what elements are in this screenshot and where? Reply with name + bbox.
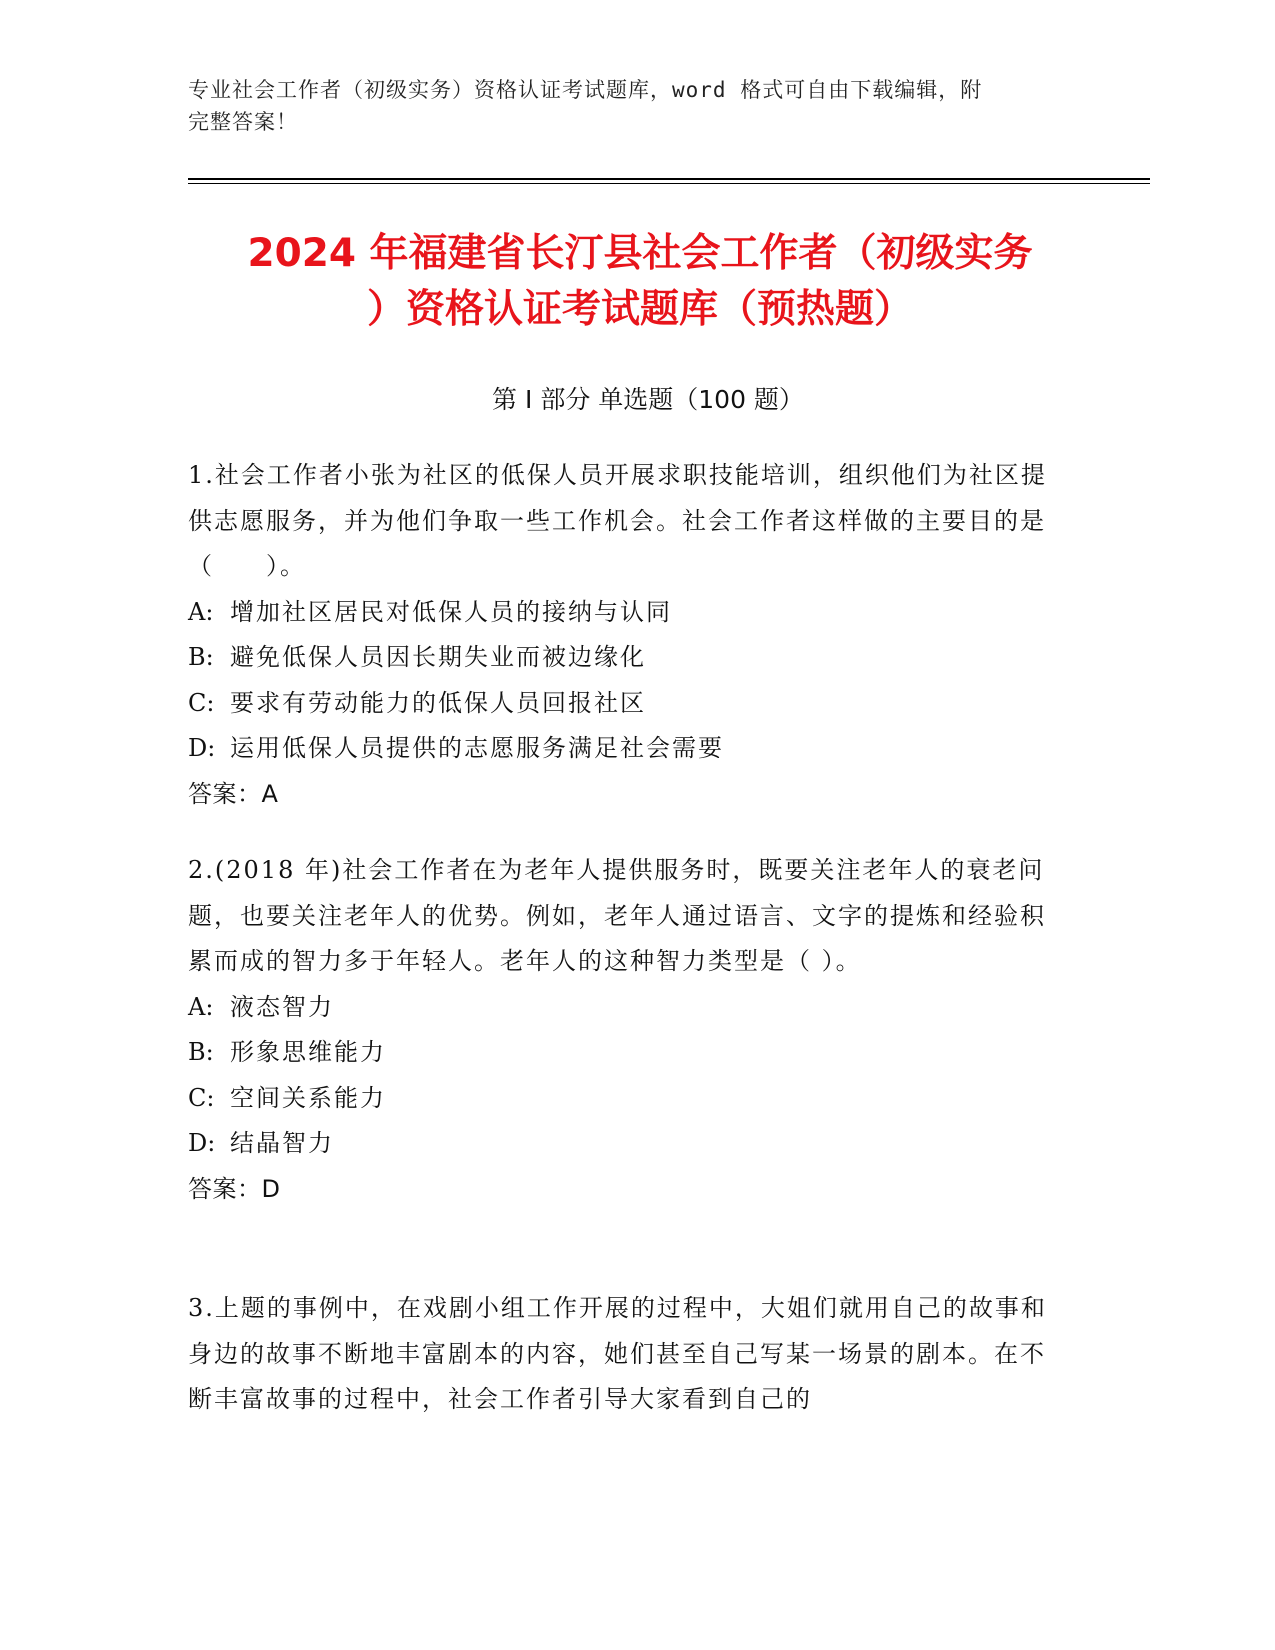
option-text: 运用低保人员提供的志愿服务满足社会需要	[230, 734, 724, 762]
question-1	[188, 453, 1068, 817]
header-rule-thin	[188, 183, 1150, 184]
question-text: 2.(2018 年)社会工作者在为老年人提供服务时，既要关注老年人的衰老问题，也要关注老年人的优势。例如，老年人通过语言、文字的提炼和经验积累而成的智力多于年轻人。老年人的这种智力类型是（ ）。	[188, 856, 1046, 975]
option-b	[188, 635, 1068, 681]
question-text: 3.上题的事例中，在戏剧小组工作开展的过程中，大姐们就用自己的故事和身边的故事不断地丰富剧本的内容，她们甚至自己写某一场景的剧本。在不断丰富故事的过程中，社会工作者引导大家看到自己的	[188, 1294, 1047, 1413]
option-b	[188, 1030, 1068, 1076]
option-key: B:	[188, 1038, 214, 1066]
option-d	[188, 1121, 1068, 1167]
option-text: 空间关系能力	[230, 1083, 386, 1112]
option-key: D:	[188, 734, 216, 762]
option-text: 液态智力	[230, 992, 334, 1021]
option-key: D:	[188, 1129, 216, 1157]
answer: 答案：D	[188, 1174, 281, 1203]
document-title	[180, 226, 1100, 338]
header-rule-thick	[188, 178, 1150, 180]
option-text: 要求有劳动能力的低保人员回报社区	[230, 688, 646, 717]
option-a	[188, 590, 1068, 636]
answer: 答案：A	[188, 779, 279, 808]
question-2	[188, 848, 1068, 1212]
option-text: 形象思维能力	[230, 1038, 386, 1066]
option-d	[188, 726, 1068, 772]
question-text: 1.社会工作者小张为社区的低保人员开展求职技能培训，组织他们为社区提供志愿服务，并为他们争取一些工作机会。社会工作者这样做的主要目的是（ ）。	[188, 461, 1047, 580]
option-key: A:	[188, 992, 214, 1021]
header-note	[188, 74, 1068, 138]
header-note-line-1: 专业社会工作者（初级实务）资格认证考试题库，word 格式可自由下载编辑，附	[188, 78, 983, 102]
option-text: 避免低保人员因长期失业而被边缘化	[230, 643, 646, 671]
section-title: 第 I 部分 单选题（100 题）	[492, 385, 804, 414]
option-c	[188, 1076, 1068, 1122]
document-title-line-2: ）资格认证考试题库（预热题）	[366, 287, 913, 332]
option-key: A:	[188, 597, 214, 626]
header-note-line-2: 完整答案！	[188, 110, 298, 134]
question-3	[188, 1286, 1068, 1423]
document-title-line-1: 2024 年福建省长汀县社会工作者（初级实务	[247, 231, 1033, 276]
option-text: 增加社区居民对低保人员的接纳与认同	[230, 597, 672, 626]
option-text: 结晶智力	[230, 1129, 334, 1157]
option-key: B:	[188, 643, 214, 671]
option-c	[188, 681, 1068, 727]
option-a	[188, 985, 1068, 1031]
option-key: C:	[188, 688, 215, 717]
option-key: C:	[188, 1083, 215, 1112]
